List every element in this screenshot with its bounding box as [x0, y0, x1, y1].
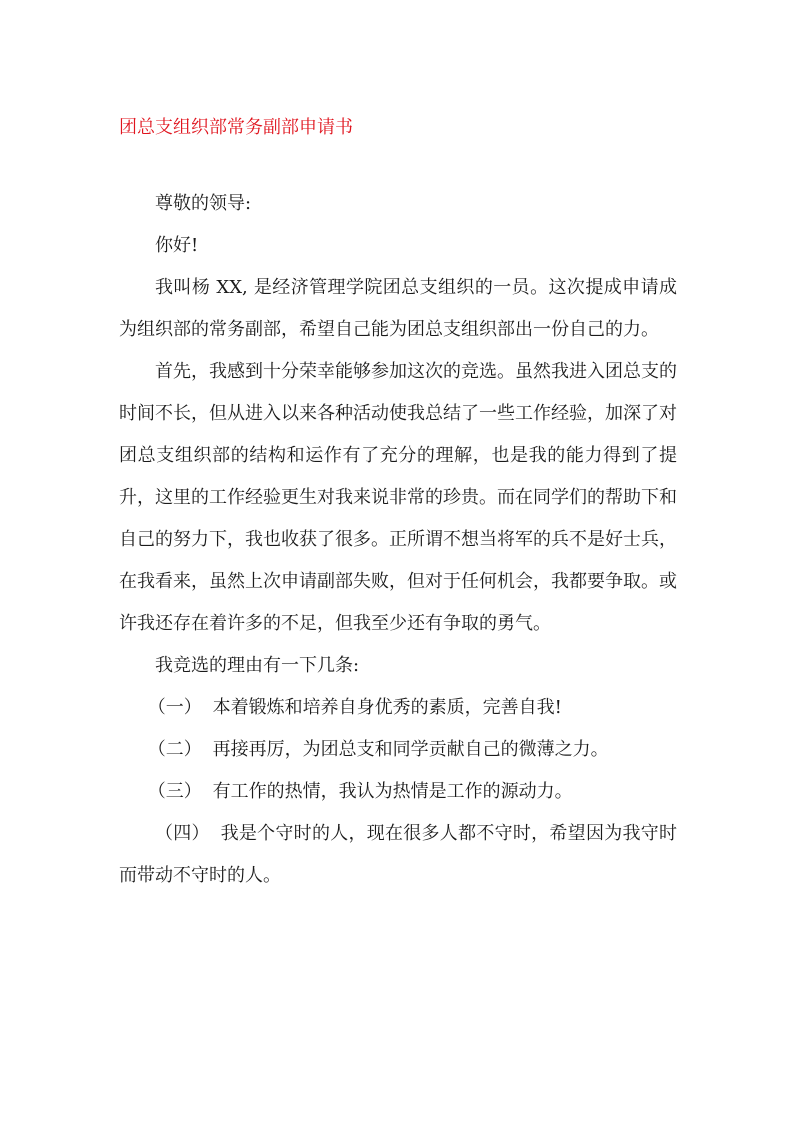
paragraph-introduction: 我叫杨 XX, 是经济管理学院团总支组织的一员。这次提成申请成为组织部的常务副部，希望自己能为团总支组织部出一份自己的力。 — [119, 277, 677, 340]
reason-item — [119, 687, 677, 729]
reason-text: 我是个守时的人，现在很多人都不守时，希望因为我守时而带动不守时的人。 — [119, 823, 678, 886]
reason-text: 本着锻炼和培养自身优秀的素质，完善自我! — [212, 697, 562, 718]
reason-item — [119, 729, 677, 771]
reason-text: 有工作的热情，我认为热情是工作的源动力。 — [212, 781, 573, 802]
document-title: 团总支组织部常务副部申请书 — [119, 117, 353, 138]
reason-number: （三） — [147, 781, 202, 802]
reason-text: 再接再厉，为团总支和同学贡献自己的微薄之力。 — [212, 739, 609, 760]
reason-item — [119, 813, 677, 897]
salutation: 尊敬的领导: — [155, 193, 252, 214]
reason-item — [119, 771, 677, 813]
document-body — [119, 183, 677, 897]
reason-number: （一） — [147, 697, 202, 718]
greeting: 你好! — [155, 235, 199, 256]
reason-number: （四） — [155, 823, 210, 844]
paragraph-experience: 首先，我感到十分荣幸能够参加这次的竞选。虽然我进入团总支的时间不长，但从进入以来各种活动使我总结了一些工作经验，加深了对团总支组织部的结构和运作有了充分的理解，也是我的能力得到了提升，这里的工作经验更生对我来说非常的珍贵。而在同学们的帮助下和自己的努力下，我也收获了很多。正所谓不想当将军的兵不是好士兵，在我看来，虽然上次申请副部失败，但对于任何机会，我都要争取。或许我还存在着许多的不足，但我至少还有争取的勇气。 — [119, 361, 677, 634]
reason-number: （二） — [147, 739, 202, 760]
reasons-intro: 我竞选的理由有一下几条: — [155, 655, 360, 676]
